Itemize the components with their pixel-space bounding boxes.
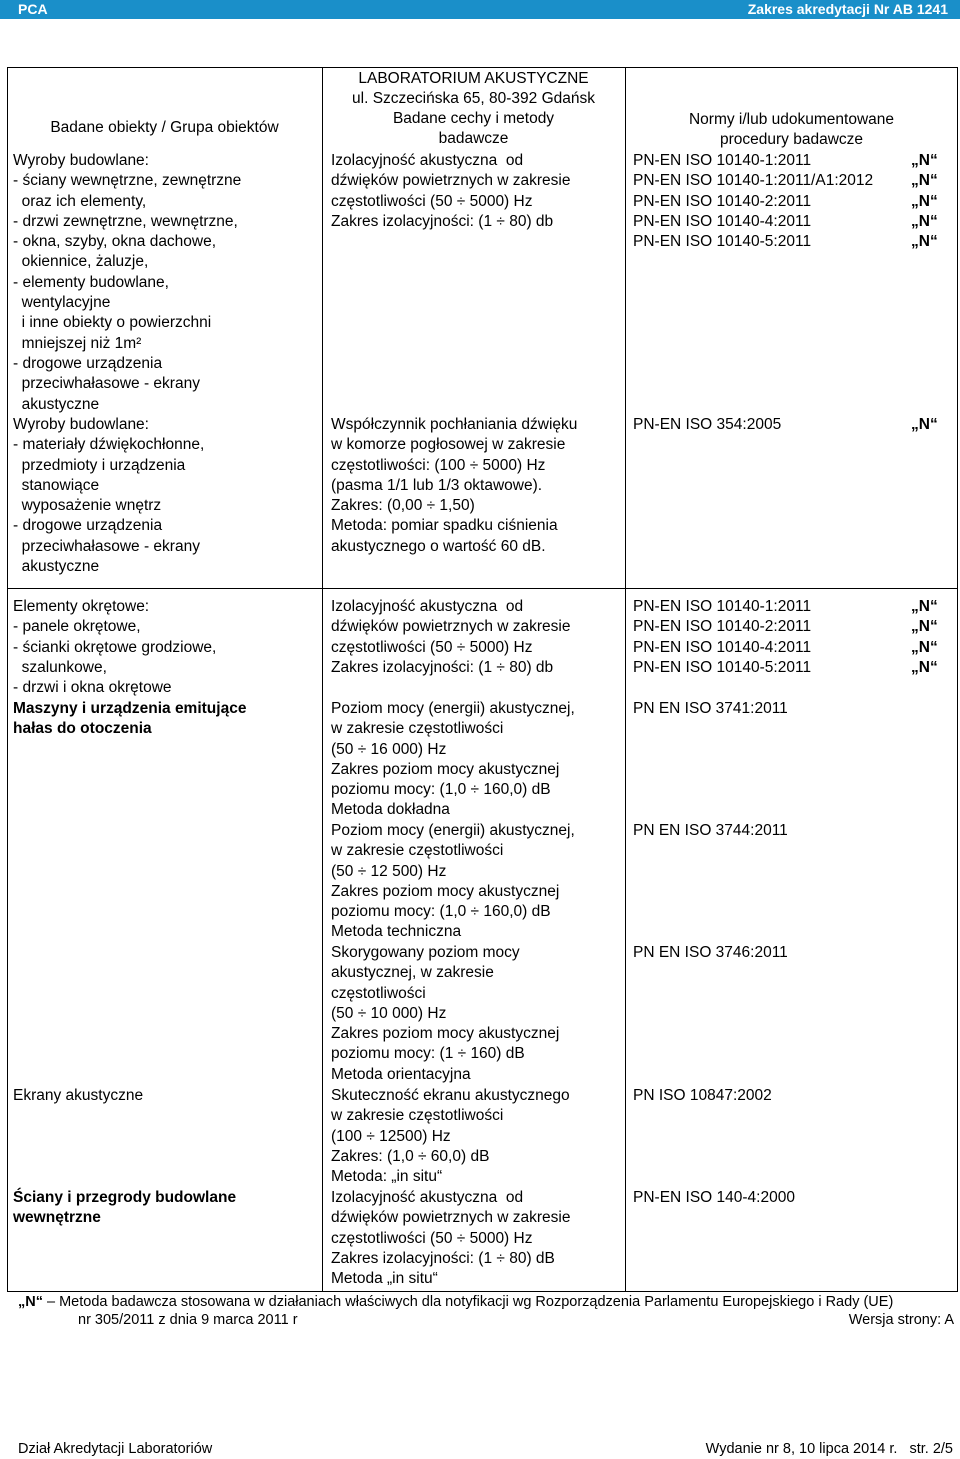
lab-header xyxy=(322,69,625,149)
text-line: (pasma 1/1 lub 1/3 oktawowe). xyxy=(331,476,543,494)
norm-row xyxy=(633,151,955,171)
text-line: w komorze pogłosowej w zakresie xyxy=(331,436,566,454)
text-line: - panele okrętowe, xyxy=(13,618,141,636)
row4-norm-b: PN EN ISO 3744:2011 xyxy=(633,822,788,839)
notification-mark: „N“ xyxy=(911,658,938,676)
norm-code: PN-EN ISO 10140-2:2011 xyxy=(633,192,812,210)
text-line: dźwięków powietrznych w zakresie xyxy=(331,618,571,636)
text-line: okiennice, żaluzje, xyxy=(13,253,149,271)
text-line: (50 ÷ 10 000) Hz xyxy=(331,1004,447,1022)
column-header-norms-2: procedury badawcze xyxy=(719,131,864,148)
text-line: - okna, szyby, okna dachowe, xyxy=(13,233,217,251)
text-line: w zakresie częstotliwości xyxy=(331,842,504,860)
norm-code: PN-EN ISO 10140-5:2011 xyxy=(633,658,812,676)
norm-code: PN-EN ISO 10140-1:2011 xyxy=(633,598,812,615)
norm-row xyxy=(633,171,955,191)
text-line: - ściany wewnętrzne, zewnętrzne xyxy=(13,172,242,190)
norm-row xyxy=(633,617,955,637)
norm-row xyxy=(633,212,955,232)
lab-name: LABORATORIUM AKUSTYCZNE xyxy=(358,70,589,87)
row2-methods xyxy=(331,415,621,557)
text-line: częstotliwości xyxy=(331,984,426,1002)
text-line: wewnętrzne xyxy=(13,1209,101,1227)
text-line: - drogowe urządzenia xyxy=(13,354,163,372)
norm-code: PN-EN ISO 10140-1:2011 xyxy=(633,152,812,169)
norm-row xyxy=(633,415,955,435)
text-line: Zakres poziom mocy akustycznej xyxy=(331,760,560,778)
text-line: Zakres poziom mocy akustycznej xyxy=(331,1025,560,1043)
text-line: akustycznego o wartość 60 dB. xyxy=(331,537,546,555)
text-line: Ekrany akustyczne xyxy=(13,1087,144,1104)
text-line: wyposażenie wnętrz xyxy=(13,497,162,515)
text-line: - ścianki okrętowe grodziowe, xyxy=(13,638,217,656)
text-line: Metoda: „in situ“ xyxy=(331,1168,443,1186)
text-line: Zakres izolacyjności: (1 ÷ 80) db xyxy=(331,658,554,676)
text-line: PN-EN ISO 140-4:2000 xyxy=(633,1189,795,1206)
text-line: Skuteczność ekranu akustycznego xyxy=(331,1087,570,1104)
text-line: przeciwhałasowe - ekrany xyxy=(13,375,200,393)
norm-row xyxy=(633,597,955,617)
text-line: Współczynnik pochłaniania dźwięku xyxy=(331,416,578,433)
text-line: Metoda dokładna xyxy=(331,801,450,819)
lab-address: ul. Szczecińska 65, 80-392 Gdańsk xyxy=(352,90,595,107)
text-line: Zakres: (0,00 ÷ 1,50) xyxy=(331,497,475,515)
table-divider xyxy=(625,67,626,1292)
row1-norms xyxy=(633,151,955,252)
notification-mark: „N“ xyxy=(911,233,938,251)
text-line: oraz ich elementy, xyxy=(13,192,147,210)
text-line: szalunkowe, xyxy=(13,658,107,676)
footnote-line-1 xyxy=(18,1293,958,1311)
row4-norm-c: PN EN ISO 3746:2011 xyxy=(633,944,788,961)
page-version: Wersja strony: A xyxy=(848,1312,954,1328)
notification-mark: „N“ xyxy=(911,618,938,636)
footnote-text-2: nr 305/2011 z dnia 9 marca 2011 r xyxy=(78,1312,298,1328)
text-line: Poziom mocy (energii) akustycznej, xyxy=(331,700,575,717)
text-line: Skorygowany poziom mocy xyxy=(331,944,520,961)
row1-methods xyxy=(331,151,621,232)
header-right: Zakres akredytacji Nr AB 1241 xyxy=(747,1,948,17)
notification-mark: „N“ xyxy=(911,638,938,656)
text-line: Ściany i przegrody budowlane xyxy=(13,1189,237,1206)
table-divider xyxy=(322,67,323,1292)
text-line: - materiały dźwiękochłonne, xyxy=(13,436,205,454)
text-line: poziomu mocy: (1 ÷ 160) dB xyxy=(331,1045,525,1063)
norm-code: PN-EN ISO 10140-4:2011 xyxy=(633,212,812,230)
text-line: częstotliwości (50 ÷ 5000) Hz xyxy=(331,192,533,210)
text-line: częstotliwości: (100 ÷ 5000) Hz xyxy=(331,456,546,474)
header-left: PCA xyxy=(18,1,48,17)
text-line: w zakresie częstotliwości xyxy=(331,1107,504,1125)
notification-mark: „N“ xyxy=(911,152,938,169)
norm-code: PN-EN ISO 10140-1:2011/A1:2012 xyxy=(633,172,874,190)
text-line: Zakres: (1,0 ÷ 60,0) dB xyxy=(331,1147,490,1165)
text-line: - elementy budowlane, xyxy=(13,273,169,291)
text-line: poziomu mocy: (1,0 ÷ 160,0) dB xyxy=(331,781,551,799)
text-line: przedmioty i urządzenia xyxy=(13,456,186,474)
norm-code: PN-EN ISO 354:2005 xyxy=(633,416,782,433)
text-line: Poziom mocy (energii) akustycznej, xyxy=(331,822,575,839)
text-line: akustyczne xyxy=(13,395,100,413)
text-line: Elementy okrętowe: xyxy=(13,598,150,615)
page-footer xyxy=(18,1441,953,1457)
row5-norms xyxy=(633,1086,955,1106)
row5-methods xyxy=(331,1086,621,1187)
text-line: Metoda „in situ“ xyxy=(331,1270,438,1288)
header-bar xyxy=(0,0,960,19)
column-header-methods-1: Badane cechy i metody xyxy=(392,110,555,127)
row4-norm-a: PN EN ISO 3741:2011 xyxy=(633,700,788,717)
row2-objects xyxy=(13,415,318,577)
norm-row xyxy=(633,658,955,678)
notification-mark: „N“ xyxy=(911,192,938,210)
text-line: hałas do otoczenia xyxy=(13,720,152,738)
text-line: dźwięków powietrznych w zakresie xyxy=(331,1209,571,1227)
text-line: przeciwhałasowe - ekrany xyxy=(13,537,200,555)
row6-methods xyxy=(331,1188,621,1289)
text-line: (50 ÷ 16 000) Hz xyxy=(331,740,447,758)
text-line: dźwięków powietrznych w zakresie xyxy=(331,172,571,190)
row4-objects xyxy=(13,699,318,740)
text-line: stanowiące xyxy=(13,476,100,494)
footnote xyxy=(18,1293,958,1329)
row6-objects xyxy=(13,1188,318,1229)
text-line: akustyczne xyxy=(13,558,100,576)
text-line: - drzwi zewnętrzne, wewnętrzne, xyxy=(13,212,238,230)
column-header-objects: Badane obiekty / Grupa obiektów xyxy=(50,119,279,136)
text-line: Izolacyjność akustyczna od xyxy=(331,598,524,615)
row3-norms xyxy=(633,597,955,678)
norm-row xyxy=(633,192,955,212)
row5-objects xyxy=(13,1086,318,1106)
text-line: akustycznej, w zakresie xyxy=(331,964,494,982)
text-line: Wyroby budowlane: xyxy=(13,416,149,433)
row3-objects xyxy=(13,597,318,698)
footer-right: Wydanie nr 8, 10 lipca 2014 r. str. 2/5 xyxy=(705,1441,953,1457)
row2-norms xyxy=(633,415,955,435)
notification-mark: „N“ xyxy=(911,598,938,615)
footnote-mark: „N“ xyxy=(18,1294,43,1310)
text-line: poziomu mocy: (1,0 ÷ 160,0) dB xyxy=(331,903,551,921)
text-line: Metoda techniczna xyxy=(331,923,462,941)
footnote-line-2 xyxy=(18,1311,958,1329)
footer-left: Dział Akredytacji Laboratoriów xyxy=(18,1441,213,1457)
text-line: Metoda: pomiar spadku ciśnienia xyxy=(331,517,558,535)
row1-objects xyxy=(13,151,318,415)
column-header-norms xyxy=(625,110,958,150)
text-line: Zakres poziom mocy akustycznej xyxy=(331,882,560,900)
text-line: częstotliwości (50 ÷ 5000) Hz xyxy=(331,1229,533,1247)
text-line: - drogowe urządzenia xyxy=(13,517,163,535)
text-line: w zakresie częstotliwości xyxy=(331,720,504,738)
row3-methods xyxy=(331,597,621,678)
text-line: (50 ÷ 12 500) Hz xyxy=(331,862,447,880)
table-row-divider xyxy=(7,588,958,589)
text-line: (100 ÷ 12500) Hz xyxy=(331,1127,451,1145)
row4-methods-c xyxy=(331,943,621,1085)
text-line: Izolacyjność akustyczna od xyxy=(331,152,524,169)
text-line: i inne obiekty o powierzchni xyxy=(13,314,212,332)
norm-code: PN-EN ISO 10140-4:2011 xyxy=(633,638,812,656)
notification-mark: „N“ xyxy=(911,212,938,230)
norm-code: PN-EN ISO 10140-2:2011 xyxy=(633,618,812,636)
notification-mark: „N“ xyxy=(911,416,938,433)
text-line: Maszyny i urządzenia emitujące xyxy=(13,700,247,717)
text-line: PN ISO 10847:2002 xyxy=(633,1087,772,1104)
text-line: Zakres izolacyjności: (1 ÷ 80) db xyxy=(331,212,554,230)
notification-mark: „N“ xyxy=(911,172,938,190)
norm-row xyxy=(633,638,955,658)
row4-methods-a xyxy=(331,699,621,821)
column-header-norms-1: Normy i/lub udokumentowane xyxy=(688,111,895,128)
norm-row xyxy=(633,232,955,252)
norm-code: PN-EN ISO 10140-5:2011 xyxy=(633,233,812,251)
footnote-text: – Metoda badawcza stosowana w działaniach właściwych dla notyfikacji wg Rozporządzenia Parlamentu Europejskiego i Rady (UE) xyxy=(42,1294,894,1310)
text-line: częstotliwości (50 ÷ 5000) Hz xyxy=(331,638,533,656)
column-header-methods-2: badawcze xyxy=(438,130,509,147)
text-line: Wyroby budowlane: xyxy=(13,152,149,169)
row6-norms xyxy=(633,1188,955,1208)
text-line: Metoda orientacyjna xyxy=(331,1065,471,1083)
text-line: Izolacyjność akustyczna od xyxy=(331,1189,524,1206)
text-line: Zakres izolacyjności: (1 ÷ 80) dB xyxy=(331,1249,555,1267)
text-line: - drzwi i okna okrętowe xyxy=(13,679,172,697)
row4-methods-b xyxy=(331,821,621,943)
text-line: wentylacyjne xyxy=(13,294,111,312)
text-line: mniejszej niż 1m² xyxy=(13,334,142,352)
